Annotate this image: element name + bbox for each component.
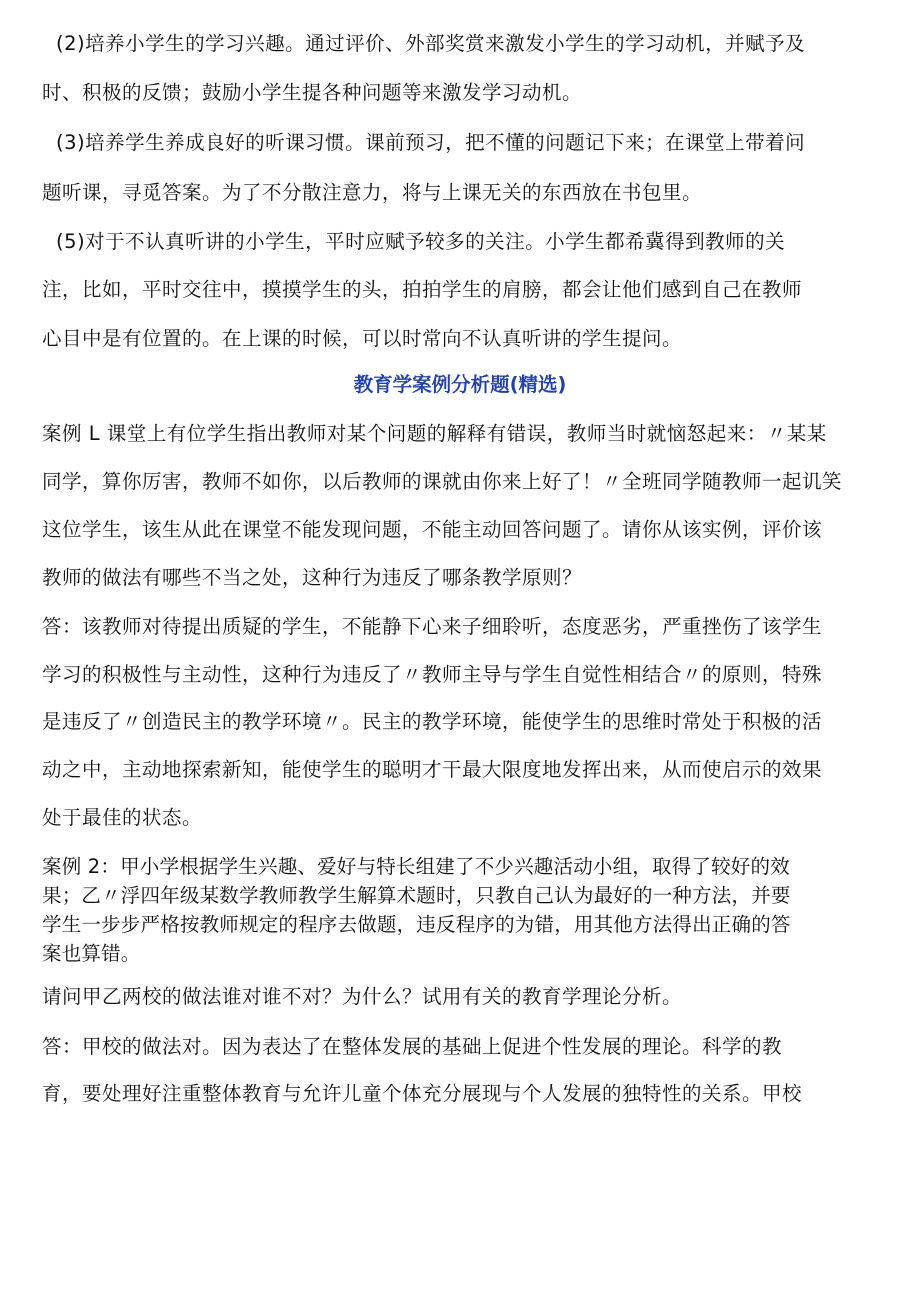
point-2-line-2: 时、积极的反馈；鼓励小学生提各种问题等来激发学习动机。 [42,81,583,104]
case2-question-line-1: 案例 2：甲小学根据学生兴趣、爱好与特长组建了不少兴趣活动小组，取得了较好的效 [42,855,790,878]
section-heading: 教育学案例分析题(精选) [353,373,567,396]
case1-answer-line-2: 学习的积极性与主动性，这种行为违反了〃教师主导与学生自觉性相结合〃的原则，特殊 [42,663,823,686]
point-5-line-3: 心目中是有位置的。在上课的时候，可以时常向不认真听讲的学生提问。 [42,327,683,350]
point-5-line-2: 注，比如，平时交往中，摸摸学生的头，拍拍学生的肩膀，都会让他们感到自己在教师 [42,278,803,301]
case1-answer-line-1: 答：该教师对待提出质疑的学生，不能静下心来子细聆听，态度恶劣，严重挫伤了该学生 [42,615,823,638]
point-3-line-2: 题听课，寻觅答案。为了不分散注意力，将与上课无关的东西放在书包里。 [42,181,703,204]
case2-answer-line-2: 育，要处理好注重整体教育与允许儿童个体充分展现与个人发展的独特性的关系。甲校 [42,1082,803,1105]
case2-question-line-4: 案也算错。 [42,942,141,965]
case1-question-line-1: 案例 L 课堂上有位学生指出教师对某个问题的解释有错误，教师当时就恼怒起来：〃某某 [42,422,827,445]
case1-answer-line-3: 是违反了〃创造民主的教学环境〃。民主的教学环境，能使学生的思维时常处于积极的活 [42,710,823,733]
point-5-line-1: (5)对于不认真听讲的小学生，平时应赋予较多的关注。小学生都希冀得到教师的关 [56,230,786,253]
case1-question-line-3: 这位学生，该生从此在课堂不能发现问题，不能主动回答问题了。请你从该实例，评价该 [42,518,823,541]
point-2-line-1: (2)培养小学生的学习兴趣。通过评价、外部奖赏来激发小学生的学习动机，并赋予及 [56,32,806,55]
case1-question-line-4: 教师的做法有哪些不当之处，这种行为违反了哪条教学原则？ [42,566,583,589]
point-3-line-1: (3)培养学生养成良好的听课习惯。课前预习，把不懂的问题记下来；在课堂上带着问 [56,131,806,154]
case2-answer-line-1: 答：甲校的做法对。因为表达了在整体发展的基础上促进个性发展的理论。科学的教 [42,1035,783,1058]
case1-question-line-2: 同学，算你厉害，教师不如你，以后教师的课就由你来上好了！〃全班同学随教师一起讥笑 [42,470,843,493]
case2-question-line-3: 学生一步步严格按教师规定的程序去做题，违反程序的为错，用其他方法得出正确的答 [42,913,791,936]
case1-answer-line-4: 动之中，主动地探索新知，能使学生的聪明才干最大限度地发挥出来，从而使启示的效果 [42,758,823,781]
case1-answer-line-5: 处于最佳的状态。 [42,806,203,829]
case2-question-line-2: 果；乙〃浮四年级某数学教师教学生解算术题时，只教自己认为最好的一种方法，并要 [42,884,791,907]
case2-prompt: 请问甲乙两校的做法谁对谁不对？为什么？试用有关的教育学理论分析。 [42,985,683,1008]
